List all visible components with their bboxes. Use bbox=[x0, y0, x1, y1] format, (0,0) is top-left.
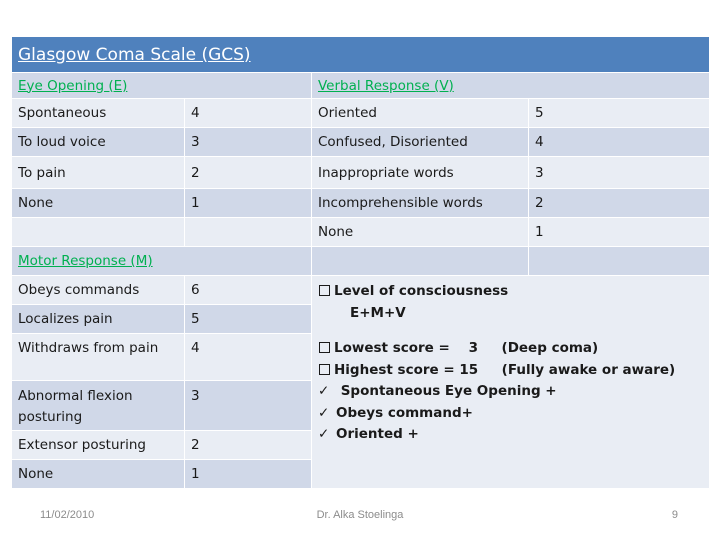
verbal-score: 4 bbox=[529, 128, 710, 157]
table-title-cell bbox=[12, 37, 710, 73]
empty-cell bbox=[12, 218, 185, 247]
table-row bbox=[12, 128, 710, 157]
verbal-score: 5 bbox=[529, 99, 710, 128]
verbal-label: None bbox=[312, 218, 529, 247]
table-row bbox=[12, 218, 710, 247]
eye-label: To pain bbox=[12, 157, 185, 189]
verbal-label: Confused, Disoriented bbox=[312, 128, 529, 157]
motor-label: Abnormal flexion posturing bbox=[12, 381, 185, 431]
note-check-obeys: ✓ Obeys command+ bbox=[318, 403, 703, 425]
verbal-score: 3 bbox=[529, 157, 710, 189]
title-row bbox=[12, 37, 710, 73]
eye-opening-heading: Eye Opening (E) bbox=[18, 77, 128, 94]
note-level: Level of consciousness bbox=[318, 281, 703, 303]
motor-label: Obeys commands bbox=[12, 276, 185, 305]
note-highest: Highest score = 15 (Fully awake or aware) bbox=[318, 360, 703, 382]
gcs-table bbox=[11, 36, 710, 489]
motor-score: 4 bbox=[185, 334, 312, 381]
note-lowest: Lowest score = 3 (Deep coma) bbox=[318, 338, 703, 360]
table-title: Glasgow Coma Scale (GCS) bbox=[18, 44, 251, 65]
motor-label: Localizes pain bbox=[12, 305, 185, 334]
motor-score: 5 bbox=[185, 305, 312, 334]
verbal-label: Oriented bbox=[312, 99, 529, 128]
verbal-score: 2 bbox=[529, 189, 710, 218]
eye-label: To loud voice bbox=[12, 128, 185, 157]
motor-score: 3 bbox=[185, 381, 312, 431]
verbal-response-heading: Verbal Response (V) bbox=[318, 77, 454, 94]
motor-heading-cell bbox=[12, 247, 312, 276]
motor-score: 6 bbox=[185, 276, 312, 305]
note-check-eye: ✓ Spontaneous Eye Opening + bbox=[318, 381, 703, 403]
footer-author: Dr. Alka Stoelinga bbox=[316, 509, 404, 521]
verbal-label: Incomprehensible words bbox=[312, 189, 529, 218]
section-header-row bbox=[12, 73, 710, 99]
checkbox-bullet-icon bbox=[319, 285, 330, 296]
eye-score: 3 bbox=[185, 128, 312, 157]
footer-page-number: 9 bbox=[671, 509, 678, 521]
note-formula: E+M+V bbox=[350, 304, 406, 321]
motor-response-heading: Motor Response (M) bbox=[18, 253, 153, 269]
checkmark-icon: ✓ bbox=[318, 404, 330, 421]
empty-cell bbox=[185, 218, 312, 247]
table-row bbox=[12, 99, 710, 128]
motor-score: 2 bbox=[185, 431, 312, 460]
checkmark-icon: ✓ bbox=[318, 426, 330, 442]
eye-label: None bbox=[12, 189, 185, 218]
eye-score: 2 bbox=[185, 157, 312, 189]
checkbox-bullet-icon bbox=[319, 364, 330, 375]
notes-cell bbox=[312, 276, 710, 489]
verbal-heading-cell bbox=[312, 73, 710, 99]
table-row bbox=[12, 276, 710, 305]
motor-label: None bbox=[12, 460, 185, 489]
note-check-oriented: ✓ Oriented + bbox=[318, 424, 703, 446]
empty-cell bbox=[529, 247, 710, 276]
verbal-label: Inappropriate words bbox=[312, 157, 529, 189]
eye-label: Spontaneous bbox=[12, 99, 185, 128]
table-row bbox=[12, 189, 710, 218]
checkmark-icon: ✓ bbox=[318, 383, 330, 399]
motor-label: Withdraws from pain bbox=[12, 334, 185, 381]
eye-score: 4 bbox=[185, 99, 312, 128]
checkbox-bullet-icon bbox=[319, 342, 330, 353]
footer-date: 11/02/2010 bbox=[40, 509, 95, 521]
motor-label: Extensor posturing bbox=[12, 431, 185, 460]
empty-cell bbox=[312, 247, 529, 276]
section-header-row bbox=[12, 247, 710, 276]
verbal-score: 1 bbox=[529, 218, 710, 247]
eye-heading-cell bbox=[12, 73, 312, 99]
eye-score: 1 bbox=[185, 189, 312, 218]
motor-score: 1 bbox=[185, 460, 312, 489]
table-row bbox=[12, 157, 710, 189]
